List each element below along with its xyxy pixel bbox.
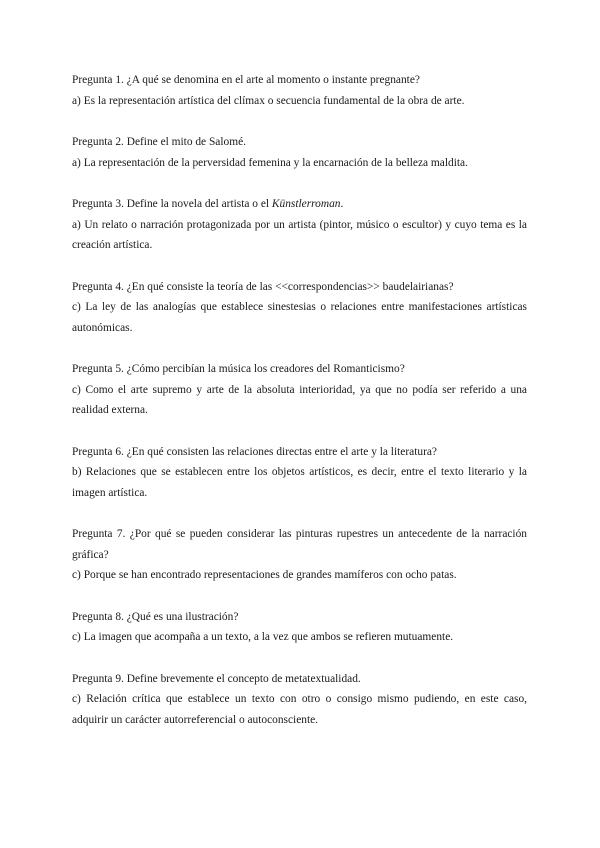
answer-text: c) Relación crítica que establece un texto con otro o consigo mismo pudiendo, en este caso, adquirir un carácter autorreferencial o autoconsciente. [72, 693, 527, 726]
question-text: Pregunta 4. ¿En qué consiste la teoría de las <<correspondencias>> baudelairianas? [72, 280, 454, 293]
answer-text: b) Relaciones que se establecen entre los objetos artísticos, es decir, entre el texto literario y la imagen artística. [72, 466, 527, 499]
answer-text: c) La imagen que acompaña a un texto, a la vez que ambos se refieren mutuamente. [72, 631, 454, 643]
question-block-8 [72, 607, 527, 648]
question-block-6 [72, 442, 527, 504]
question-text: Pregunta 8. ¿Qué es una ilustración? [72, 610, 239, 623]
document-body [72, 70, 527, 751]
answer-text: a) Es la representación artística del clímax o secuencia fundamental de la obra de arte. [72, 94, 465, 107]
question-block-9 [72, 669, 527, 731]
question-block-2 [72, 132, 527, 173]
question-block-7 [72, 524, 527, 586]
question-block-5 [72, 359, 527, 421]
answer-text: c) La ley de las analogías que establece sinestesias o relaciones entre manifestaciones artísticas autonómicas. [72, 301, 527, 334]
answer-text: c) Como el arte supremo y arte de la absoluta interioridad, ya que no podía ser referido a una realidad externa. [72, 383, 527, 416]
answer-text: a) La representación de la perversidad femenina y la encarnación de la belleza maldita. [72, 156, 468, 169]
question-text [72, 194, 527, 215]
question-block-3 [72, 194, 527, 256]
question-text: Pregunta 6. ¿En qué consisten las relaciones directas entre el arte y la literatura? [72, 445, 437, 458]
question-text-start: Pregunta 3. Define la novela del artista o el [72, 198, 272, 210]
question-text: Pregunta 7. ¿Por qué se pueden considerar las pinturas rupestres un antecedente de la narración gráfica? [72, 528, 527, 561]
answer-text: c) Porque se han encontrado representaciones de grandes mamíferos con ocho patas. [72, 569, 457, 581]
question-text: Pregunta 1. ¿A qué se denomina en el arte al momento o instante pregnante? [72, 74, 420, 86]
question-text: Pregunta 2. Define el mito de Salomé. [72, 136, 246, 148]
question-term-italic: Künstlerroman [271, 198, 341, 210]
question-text: Pregunta 5. ¿Cómo percibían la música los creadores del Romanticismo? [72, 363, 405, 375]
answer-text: a) Un relato o narración protagonizada por un artista (pintor, músico o escultor) y cuyo tema es la creación artística. [72, 218, 527, 251]
question-text-end: . [340, 198, 344, 210]
question-block-1 [72, 70, 527, 111]
question-text: Pregunta 9. Define brevemente el concepto de metatextualidad. [72, 672, 361, 685]
question-block-4 [72, 277, 527, 339]
